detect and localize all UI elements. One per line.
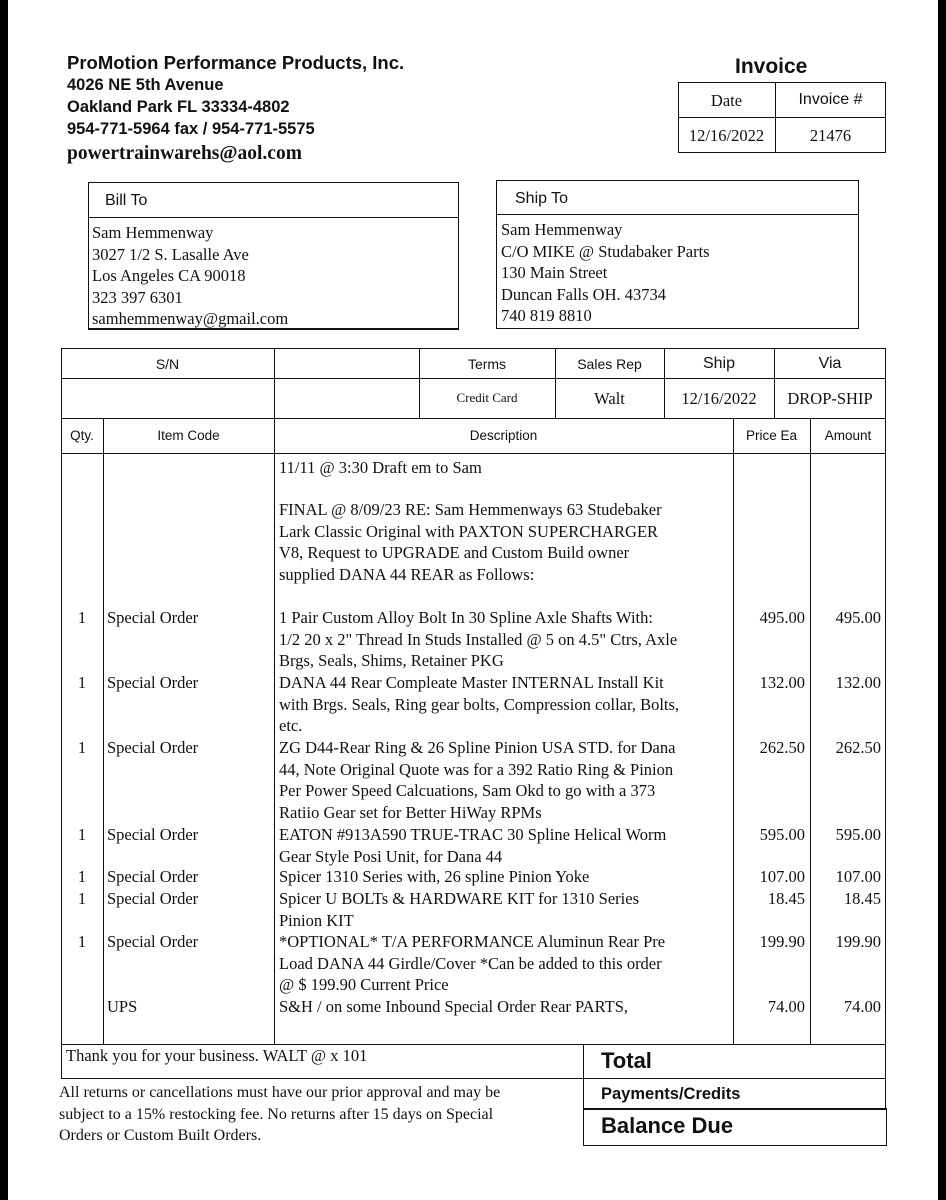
item-qty: 1 [77,738,87,757]
bill-to-label: Bill To [105,192,148,209]
invoice-date: 12/16/2022 [688,126,765,145]
invoice-date-label: Date [710,91,743,110]
item-code: Special Order [107,825,199,844]
item-amount: 74.00 [843,997,881,1016]
item-price: 18.45 [767,889,805,908]
item-description: DANA 44 Rear Compleate Master INTERNAL Install Kit with Brgs. Seals, Ring gear bolts, Compression collar, Bolts, etc. [279,673,680,735]
item-price: 495.00 [759,608,805,627]
ship-to-line: 740 819 8810 [501,306,592,325]
total-label: Total [601,1048,652,1073]
thanks-message: Thank you for your business. WALT @ x 101 [66,1046,368,1065]
item-description: Spicer U BOLTs & HARDWARE KIT for 1310 Series Pinion KIT [279,889,639,930]
item-code: Special Order [107,889,199,908]
bill-to-line: 323 397 6301 [92,287,183,307]
amount-header: Amount [824,428,872,443]
item-qty: 1 [77,889,87,908]
item-amount: 107.00 [835,867,881,886]
price-header: Price Ea [745,428,798,443]
item-code: Special Order [107,673,199,692]
item-amount: 199.90 [835,932,881,951]
item-amount: 262.50 [835,738,881,757]
via-header: Via [818,355,842,372]
bill-to-address [92,222,288,330]
sn-header: S/N [155,356,180,372]
ship-to-line: 130 Main Street [501,263,608,282]
terms-header: Terms [467,356,507,372]
item-description: *OPTIONAL* T/A PERFORMANCE Aluminun Rear Pre Load DANA 44 Girdle/Cover *Can be added to this order @ $ 199.90 Current Price [279,932,666,994]
item-code: UPS [107,997,138,1016]
ship-to-line: Sam Hemmenway [501,220,623,239]
bill-to-line: samhemmenway@gmail.com [92,309,289,328]
item-qty: 1 [77,608,87,627]
balance-due-label: Balance Due [601,1113,734,1138]
terms-value: Credit Card [456,390,518,405]
sales-rep-header: Sales Rep [577,356,642,372]
item-description: FINAL @ 8/09/23 RE: Sam Hemmenways 63 Studebaker Lark Classic Original with PAXTON SUPERCHARGER V8, Request to UPGRADE and Custom Build owner supplied DANA 44 REAR as Follows: [279,500,662,584]
item-amount: 18.45 [843,889,881,908]
company-name: ProMotion Performance Products, Inc. [67,52,405,73]
description-header: Description [469,428,538,443]
payments-label: Payments/Credits [601,1085,741,1103]
bill-to-line: Los Angeles CA 90018 [92,266,246,285]
invoice-number: 21476 [809,126,852,145]
via-value: DROP-SHIP [787,389,873,408]
ship-to-label: Ship To [515,190,569,207]
item-price: 262.50 [759,738,805,757]
ship-to-address [501,219,710,327]
bill-to-line: 3027 1/2 S. Lasalle Ave [92,244,249,264]
item-price: 74.00 [767,997,805,1016]
item-qty: 1 [77,825,87,844]
item-description: ZG D44-Rear Ring & 26 Spline Pinion USA STD. for Dana 44, Note Original Quote was for a 392 Ratio Ring & Pinion Per Power Speed Calcuations, Sam Okd to go with a 373 Ratiio Gear set for Better HiWay RPMs [279,738,676,822]
ship-to-line: Duncan Falls OH. 43734 [501,284,666,304]
invoice-number-label: Invoice # [798,91,863,108]
item-amount: 132.00 [835,673,881,692]
item-code: Special Order [107,932,199,951]
item-price: 595.00 [759,825,805,844]
company-email: powertrainwarehs@aol.com [67,143,302,164]
company-street: 4026 NE 5th Avenue [67,76,224,94]
item-description: 11/11 @ 3:30 Draft em to Sam [279,458,482,477]
company-city: Oakland Park FL 33334-4802 [67,98,290,116]
return-policy: All returns or cancellations must have our prior approval and may be subject to a 15% restocking fee. No returns after 15 days on Special Orders or Custom Built Orders. [59,1084,501,1144]
item-description: S&H / on some Inbound Special Order Rear PARTS, [279,997,628,1016]
item-amount: 595.00 [835,825,881,844]
item-amount: 495.00 [835,608,881,627]
item-description: EATON #913A590 TRUE-TRAC 30 Spline Helical Worm Gear Style Posi Unit, for Dana 44 [279,825,667,866]
item-code: Special Order [107,867,199,886]
ship-date-value: 12/16/2022 [681,389,757,408]
item-qty: 1 [77,867,87,886]
item-code: Special Order [107,738,199,757]
bill-to-line: Sam Hemmenway [92,223,214,242]
item-code: Special Order [107,608,199,627]
ship-header: Ship [702,355,736,372]
item-price: 199.90 [759,932,805,951]
sales-rep-value: Walt [594,389,625,408]
item-qty: 1 [77,932,87,951]
item-price: 132.00 [759,673,805,692]
item-qty: 1 [77,673,87,692]
item-description: 1 Pair Custom Alloy Bolt In 30 Spline Axle Shafts With: 1/2 20 x 2" Thread In Studs Installed @ 5 on 4.5" Ctrs, Axle Brgs, Seals, Shims, Retainer PKG [279,608,678,670]
item-description: Spicer 1310 Series with, 26 spline Pinion Yoke [279,867,590,886]
ship-to-line: C/O MIKE @ Studabaker Parts [501,241,710,261]
item-price: 107.00 [759,867,805,886]
item-code-header: Item Code [157,428,220,443]
company-phone: 954-771-5964 fax / 954-771-5575 [67,120,315,138]
qty-header: Qty. [70,428,94,443]
invoice-title: Invoice [735,55,808,78]
invoice-page [8,0,938,1200]
